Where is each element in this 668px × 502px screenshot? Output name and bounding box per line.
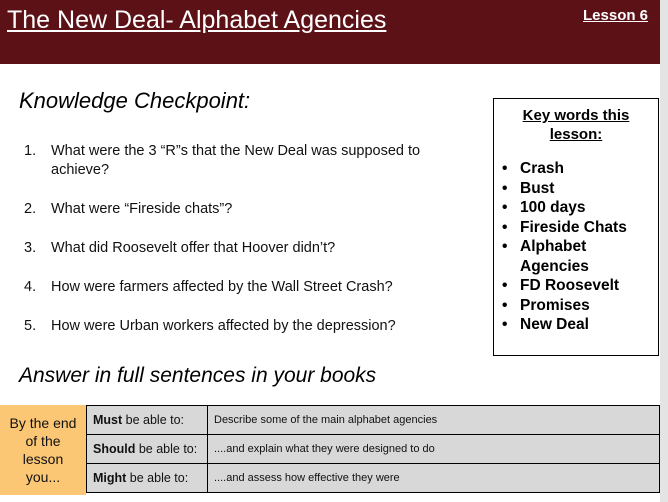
objective-suffix: be able to:: [135, 442, 198, 456]
objective-row-must: [87, 406, 660, 435]
header-bar: [0, 0, 660, 64]
objective-suffix: be able to:: [122, 413, 185, 427]
objective-key: Must: [93, 413, 123, 427]
question-number: 1.: [24, 143, 37, 159]
keyword-item: • Alphabet Agencies: [494, 237, 658, 276]
question-number: 4.: [24, 279, 37, 295]
question-item: [24, 317, 434, 336]
objective-level-label: [87, 464, 208, 493]
objective-text: ....and explain what they were designed to do: [208, 435, 660, 464]
objective-key: Might: [93, 471, 127, 485]
question-text: What were the 3 “R”s that the New Deal was supposed to achieve?: [51, 143, 421, 178]
question-number: 2.: [24, 201, 37, 217]
objectives-table: [86, 405, 660, 493]
answer-instruction: Answer in full sentences in your books: [19, 364, 377, 387]
objective-row-should: [87, 435, 660, 464]
keyword-item: • Bust: [494, 179, 658, 199]
question-item: [24, 239, 434, 258]
question-number: 3.: [24, 240, 37, 256]
objective-row-might: [87, 464, 660, 493]
question-number: 5.: [24, 318, 37, 334]
objective-text: Describe some of the main alphabet agencies: [208, 406, 660, 435]
question-item: [24, 278, 434, 297]
keywords-title: Key words this lesson:: [522, 107, 630, 143]
by-end-label: By the end of the lesson you...: [0, 405, 86, 495]
keywords-box: [493, 98, 659, 356]
page-title: The New Deal- Alphabet Agencies: [7, 6, 387, 34]
objective-level-label: [87, 435, 208, 464]
objective-key: Should: [93, 442, 136, 456]
objective-text: ....and assess how effective they were: [208, 464, 660, 493]
objective-level-label: [87, 406, 208, 435]
question-item: [24, 200, 434, 219]
scrollbar-track[interactable]: [660, 0, 668, 502]
keyword-item: • FD Roosevelt: [494, 276, 658, 296]
knowledge-checkpoint-title: Knowledge Checkpoint:: [19, 88, 251, 113]
lesson-label: Lesson 6: [583, 7, 649, 24]
question-text: How were farmers affected by the Wall Street Crash?: [51, 279, 393, 295]
keyword-item: • Crash: [494, 159, 658, 179]
question-text: What did Roosevelt offer that Hoover didn’t?: [51, 240, 336, 256]
question-list: [24, 142, 434, 356]
keyword-item: • New Deal: [494, 315, 658, 335]
objective-suffix: be able to:: [126, 471, 189, 485]
question-text: How were Urban workers affected by the depression?: [51, 318, 396, 334]
keyword-item: • 100 days: [494, 198, 658, 218]
keywords-list: [494, 159, 658, 335]
keyword-item: • Fireside Chats: [494, 218, 658, 238]
question-item: [24, 142, 434, 180]
keyword-item: • Promises: [494, 296, 658, 316]
question-text: What were “Fireside chats”?: [51, 201, 233, 217]
